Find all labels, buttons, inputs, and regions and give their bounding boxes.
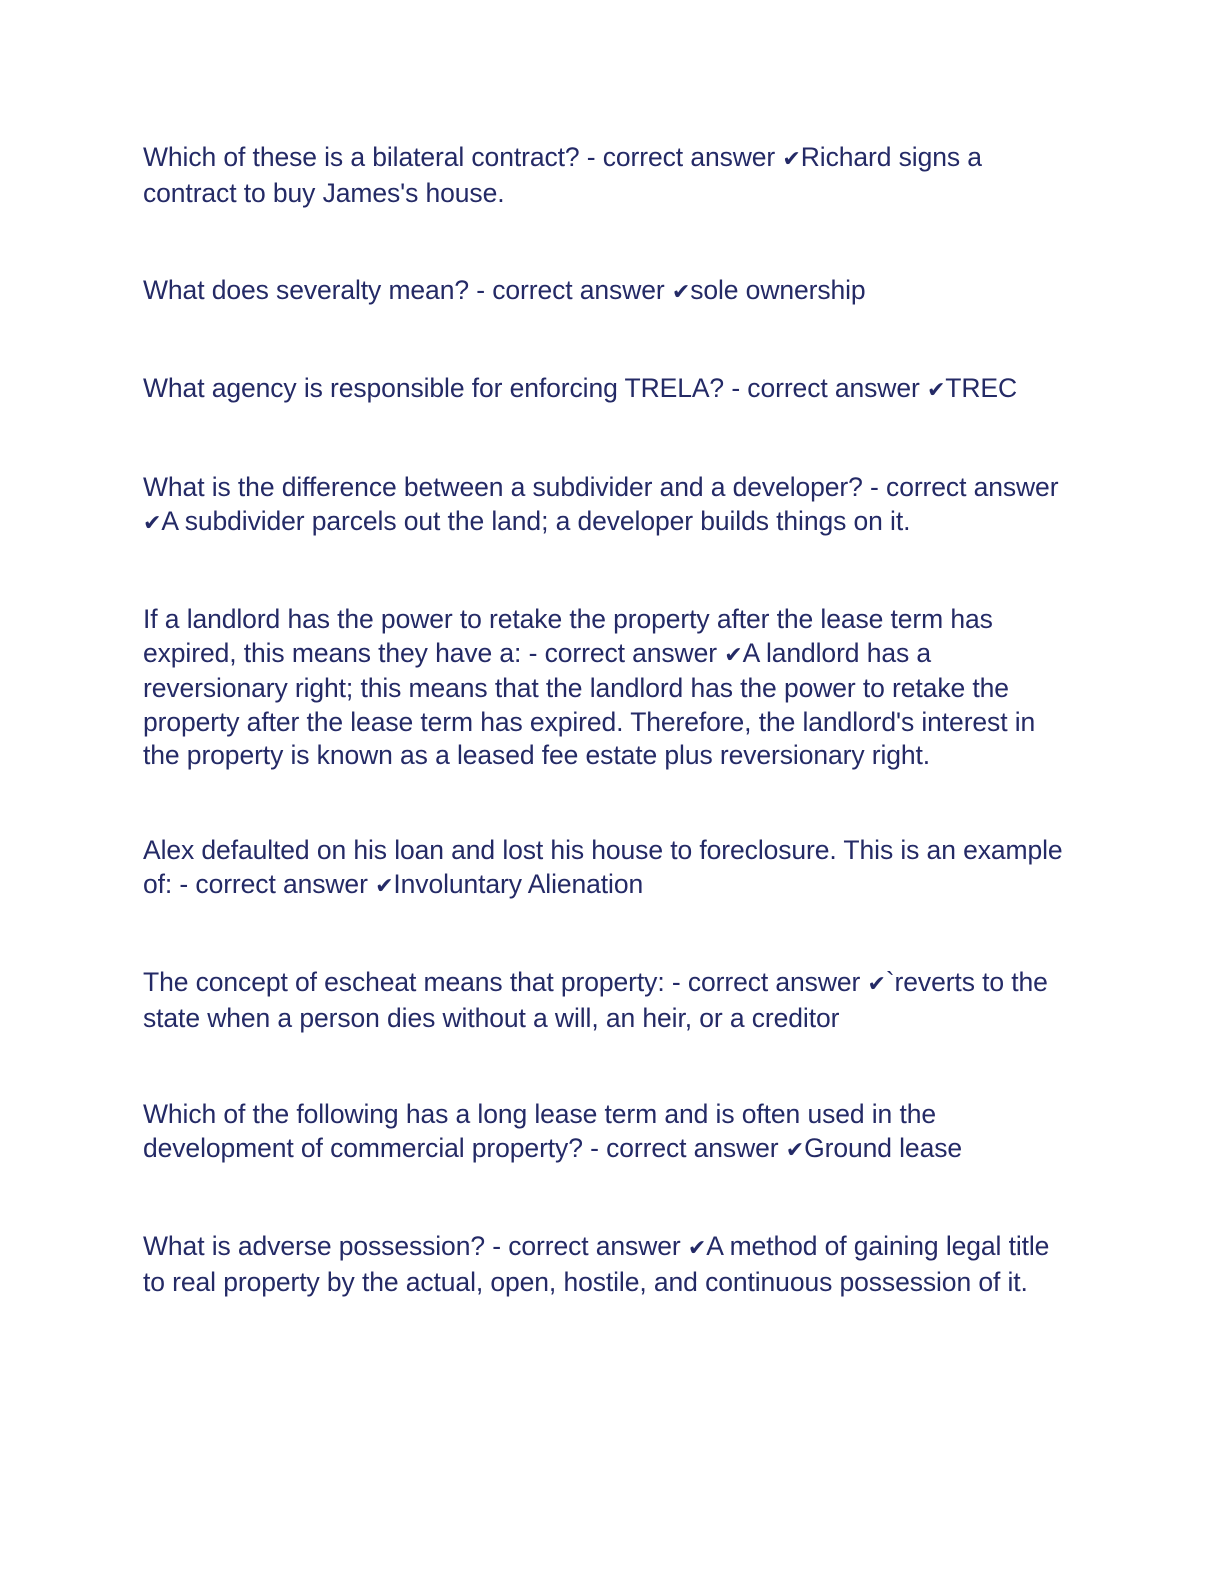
answer-text: A landlord has a reversionary right; this means that the landlord has the power to retake the property after the lease term has expired. Therefore, the landlord's interest in the property is known as a leased fee estate plus reversionary right. (143, 637, 1036, 770)
answer-text: Involuntary Alienation (393, 868, 644, 899)
check-mark-icon: ✔ (724, 642, 743, 668)
qa-item (143, 1230, 1078, 1299)
qa-item (143, 966, 1078, 1035)
check-mark-icon: ✔ (687, 1236, 707, 1261)
qa-item (143, 1098, 1078, 1167)
qa-item (143, 834, 1078, 903)
answer-separator: - correct answer (521, 637, 725, 668)
answer-text: Richard signs a contract to buy James's house. (143, 142, 982, 208)
answer-separator: - correct answer (468, 275, 672, 305)
question-text: What agency is responsible for enforcing TRELA? (143, 373, 725, 403)
answer-text: Ground lease (804, 1132, 962, 1163)
answer-text: A subdivider parcels out the land; a developer builds things on it. (161, 505, 911, 536)
answer-text: `reverts to the state when a person dies without a will, an heir, or a creditor (143, 967, 1048, 1033)
answer-separator: - correct answer (664, 967, 868, 997)
answer-separator: - correct answer (579, 142, 783, 172)
check-mark-icon: ✔ (926, 378, 946, 403)
question-text: Which of the following has a long lease term and is often used in the development of commercial property? (143, 1099, 936, 1163)
question-text: What is adverse possession? (143, 1231, 485, 1261)
question-text: Alex defaulted on his loan and lost his house to foreclosure. This is an example of: (143, 835, 1063, 899)
answer-separator: - correct answer (724, 373, 927, 403)
check-mark-icon: ✔ (671, 280, 691, 305)
answer-separator: - correct answer (862, 472, 1059, 502)
check-mark-icon: ✔ (782, 147, 801, 172)
question-text: What does severalty mean? (143, 275, 469, 305)
question-text: What is the difference between a subdivider and a developer? (143, 472, 863, 502)
qa-item (143, 603, 1078, 773)
answer-text: TREC (945, 373, 1018, 403)
answer-separator: - correct answer (172, 868, 376, 899)
qa-item (143, 274, 1078, 310)
answer-separator: - correct answer (582, 1132, 786, 1163)
answer-text: sole ownership (690, 275, 866, 305)
answer-text: A method of gaining legal title to real property by the actual, open, hostile, and continuous possession of it. (143, 1231, 1050, 1297)
check-mark-icon: ✔ (785, 1137, 805, 1163)
qa-item (143, 471, 1078, 540)
qa-item (143, 372, 1078, 408)
check-mark-icon: ✔ (143, 510, 162, 536)
answer-separator: - correct answer (484, 1231, 688, 1261)
qa-item (143, 141, 1078, 210)
question-text: Which of these is a bilateral contract? (143, 142, 580, 172)
check-mark-icon: ✔ (375, 873, 394, 899)
check-mark-icon: ✔ (867, 972, 886, 997)
question-text: If a landlord has the power to retake the property after the lease term has expired, this means they have a: (143, 604, 993, 668)
question-text: The concept of escheat means that property: (143, 967, 665, 997)
